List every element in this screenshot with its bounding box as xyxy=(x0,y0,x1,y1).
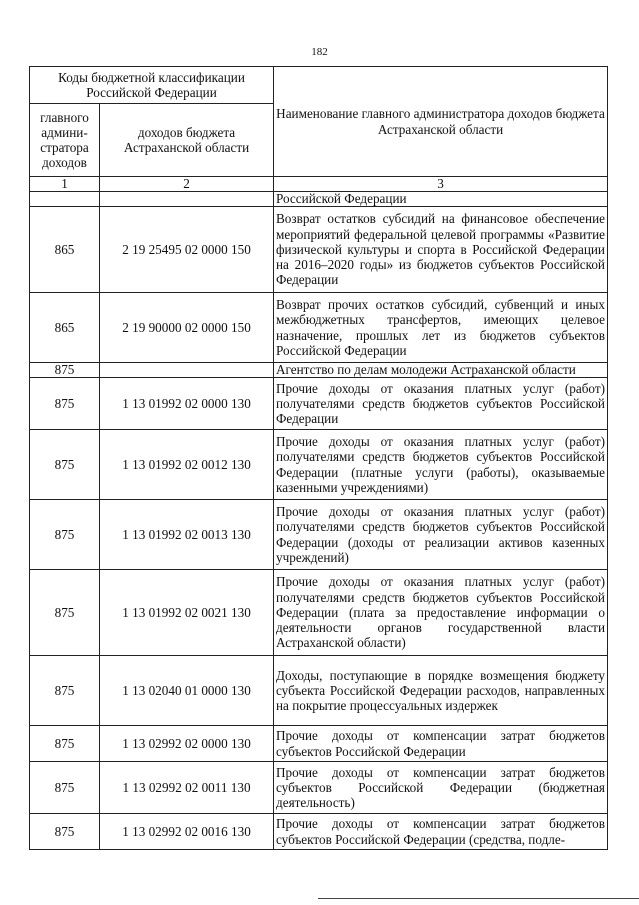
admin-code-cell: 875 xyxy=(30,363,100,378)
name-header: Наименование главного администратора доходов бюджета Астраханской области xyxy=(274,67,608,177)
admin-code-cell: 865 xyxy=(30,207,100,293)
table-row xyxy=(30,762,608,814)
income-name-cell: Прочие доходы от оказания платных услуг (работ) получателями средств бюджетов субъектов Российской Федерации (доходы от реализации активов казенных учреждений) xyxy=(274,500,608,570)
income-code-cell: 1 13 01992 02 0000 130 xyxy=(100,378,274,430)
admin-code-cell: 875 xyxy=(30,762,100,814)
income-code-cell: 1 13 01992 02 0021 130 xyxy=(100,570,274,656)
table-row xyxy=(30,814,608,850)
table-row xyxy=(30,726,608,762)
bottom-divider xyxy=(318,898,639,899)
income-code-cell: 1 13 02992 02 0011 130 xyxy=(100,762,274,814)
table-row xyxy=(30,656,608,726)
income-name-cell: Возврат остатков субсидий на финансовое обеспечение мероприятий федеральной целевой программы «Развитие физической культуры и спорта в Российской Федерации на 2016–2020 годы» из бюджетов субъектов Российской Федерации xyxy=(274,207,608,293)
column-number-1: 1 xyxy=(30,177,100,192)
column-number-3: 3 xyxy=(274,177,608,192)
table-row xyxy=(30,363,608,378)
admin-code-cell xyxy=(30,192,100,207)
table-row xyxy=(30,293,608,363)
table-row xyxy=(30,430,608,500)
admin-code-cell: 875 xyxy=(30,430,100,500)
admin-code-cell: 865 xyxy=(30,293,100,363)
income-code-cell: 1 13 01992 02 0013 130 xyxy=(100,500,274,570)
income-name-cell: Прочие доходы от оказания платных услуг (работ) получателями средств бюджетов субъектов Российской Федерации (плата за предоставление информации о деятельности органов государственной власти Астраханской области) xyxy=(274,570,608,656)
codes-header: Коды бюджетной классификации Российской Федерации xyxy=(30,67,274,104)
income-code-cell: 2 19 90000 02 0000 150 xyxy=(100,293,274,363)
admin-code-cell: 875 xyxy=(30,726,100,762)
admin-code-cell: 875 xyxy=(30,814,100,850)
table-row xyxy=(30,570,608,656)
income-name-cell: Прочие доходы от компенсации затрат бюджетов субъектов Российской Федерации xyxy=(274,726,608,762)
admin-code-header: главного админи-стратора доходов xyxy=(30,104,100,177)
income-name-cell: Прочие доходы от компенсации затрат бюджетов субъектов Российской Федерации (средства, подле- xyxy=(274,814,608,850)
income-name-cell: Возврат прочих остатков субсидий, субвенций и иных межбюджетных трансфертов, имеющих целевое назначение, прошлых лет из бюджетов субъектов Российской Федерации xyxy=(274,293,608,363)
table-row xyxy=(30,207,608,293)
income-code-cell: 1 13 01992 02 0012 130 xyxy=(100,430,274,500)
admin-code-cell: 875 xyxy=(30,570,100,656)
income-code-cell xyxy=(100,363,274,378)
income-code-cell xyxy=(100,192,274,207)
table-row xyxy=(30,500,608,570)
income-code-cell: 1 13 02040 01 0000 130 xyxy=(100,656,274,726)
column-number-2: 2 xyxy=(100,177,274,192)
income-code-header: доходов бюджета Астраханской области xyxy=(100,104,274,177)
table-row xyxy=(30,378,608,430)
admin-code-cell: 875 xyxy=(30,500,100,570)
budget-classification-table xyxy=(29,66,608,850)
income-name-cell: Агентство по делам молодежи Астраханской области xyxy=(274,363,608,378)
income-name-cell: Прочие доходы от оказания платных услуг (работ) получателями средств бюджетов субъектов Российской Федерации (платные услуги (работы), оказываемые казенными учреждениями) xyxy=(274,430,608,500)
table-row xyxy=(30,192,608,207)
income-name-cell: Доходы, поступающие в порядке возмещения бюджету субъекта Российской Федерации расходов, направленных на покрытие процессуальных издержек xyxy=(274,656,608,726)
income-name-cell: Прочие доходы от оказания платных услуг (работ) получателями средств бюджетов субъектов Российской Федерации xyxy=(274,378,608,430)
income-code-cell: 1 13 02992 02 0016 130 xyxy=(100,814,274,850)
income-name-cell: Российской Федерации xyxy=(274,192,608,207)
admin-code-cell: 875 xyxy=(30,656,100,726)
income-code-cell: 2 19 25495 02 0000 150 xyxy=(100,207,274,293)
admin-code-cell: 875 xyxy=(30,378,100,430)
income-name-cell: Прочие доходы от компенсации затрат бюджетов субъектов Российской Федерации (бюджетная деятельность) xyxy=(274,762,608,814)
income-code-cell: 1 13 02992 02 0000 130 xyxy=(100,726,274,762)
page-number: 182 xyxy=(311,46,328,58)
